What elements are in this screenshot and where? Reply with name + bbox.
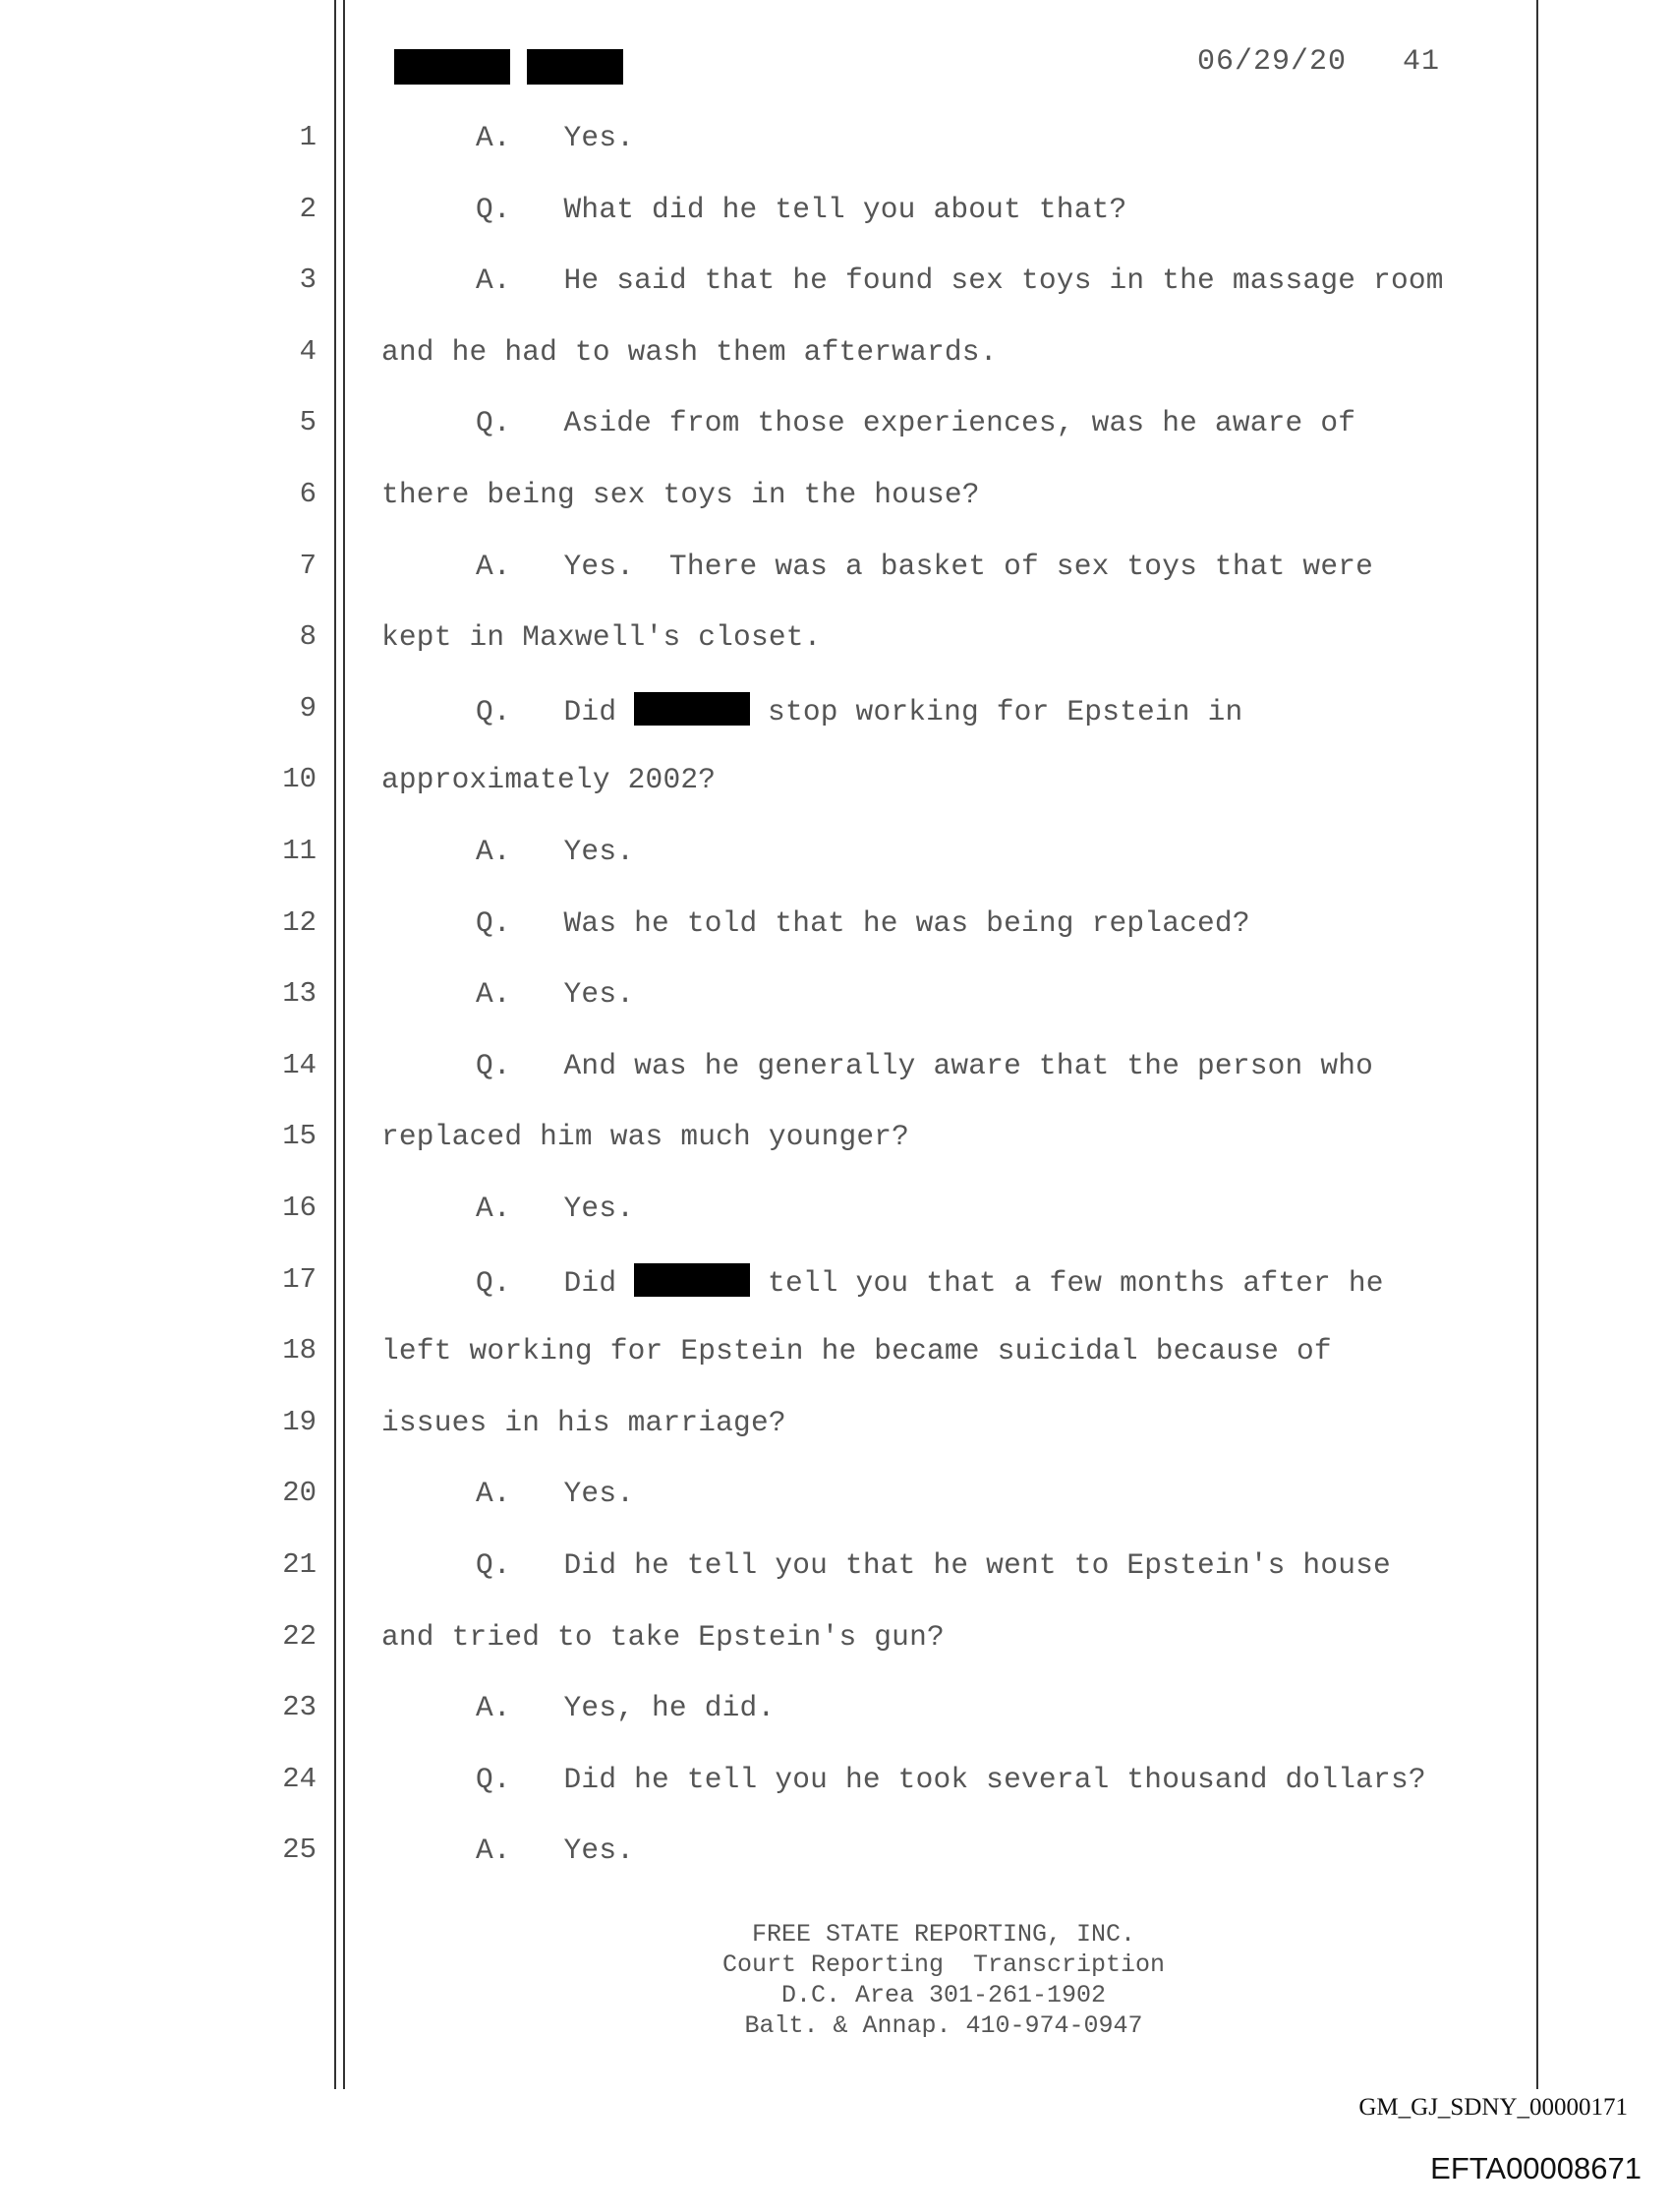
line-text-segment: Q. Did he tell you that he went to Epstein's house [476, 1548, 1391, 1582]
line-number: 16 [282, 1192, 317, 1224]
line-text-segment: A. Yes. There was a basket of sex toys that were [476, 549, 1374, 583]
line-text-segment: A. Yes, he did. [476, 1691, 776, 1725]
line-text-segment: Q. Did he tell you he took several thousand dollars? [476, 1762, 1426, 1796]
line-text-segment: stop working for Epstein in [750, 694, 1243, 728]
transcript-line [0, 121, 1671, 192]
line-number: 9 [299, 691, 317, 725]
line-text-segment: A. Yes. [476, 835, 635, 868]
line-number: 14 [282, 1048, 317, 1081]
line-number: 11 [282, 835, 317, 867]
line-text [476, 1477, 634, 1510]
line-text-segment: A. He said that he found sex toys in the massage room [476, 263, 1444, 298]
line-text-segment: and tried to take Epstein's gun? [381, 1619, 945, 1654]
transcript-line [0, 1834, 1671, 1904]
line-number: 15 [282, 1120, 317, 1153]
transcript-line [0, 1334, 1671, 1405]
transcript-line [0, 478, 1671, 549]
line-text [476, 977, 634, 1011]
line-text [476, 121, 634, 154]
transcript-line [0, 620, 1671, 691]
line-text [381, 1334, 1332, 1368]
redacted-name-block [527, 49, 623, 85]
transcript-line [0, 1406, 1671, 1477]
line-text-segment: A. Yes. [476, 1834, 635, 1868]
line-text-segment: left working for Epstein he became suicidal because of [381, 1334, 1332, 1368]
line-text [476, 692, 1242, 728]
line-number: 21 [282, 1548, 317, 1581]
line-text-segment: issues in his marriage? [381, 1405, 786, 1439]
transcript-line [0, 1763, 1671, 1834]
redacted-name-block [394, 49, 510, 85]
footer-balt-phone: Balt. & Annap. 410-974-0947 [744, 2011, 1143, 2040]
line-number: 12 [282, 905, 317, 939]
line-number: 5 [299, 406, 317, 439]
line-number: 6 [299, 478, 317, 510]
line-text-segment: Q. Aside from those experiences, was he aware of [476, 406, 1356, 440]
transcript-line [0, 1049, 1671, 1120]
efta-number: EFTA00008671 [1430, 2151, 1642, 2185]
line-number: 1 [299, 121, 317, 153]
line-text-segment: Q. And was he generally aware that the person who [476, 1048, 1374, 1082]
transcript-line [0, 906, 1671, 977]
transcript-line [0, 1548, 1671, 1619]
line-text [381, 620, 822, 654]
transcript-line [0, 692, 1671, 763]
line-text-segment: Q. Did [476, 1265, 635, 1300]
footer-company: FREE STATE REPORTING, INC. [751, 1920, 1136, 1949]
transcript-line [0, 1120, 1671, 1191]
header-page-number: 41 [1403, 45, 1441, 79]
line-number: 2 [299, 192, 317, 225]
transcript-line [0, 263, 1671, 334]
transcript-line [0, 1477, 1671, 1547]
line-text-segment: kept in Maxwell's closet. [381, 620, 822, 655]
transcript-line [0, 1620, 1671, 1691]
transcript-line [0, 1192, 1671, 1262]
line-text [476, 550, 1373, 583]
line-text [476, 1548, 1391, 1582]
line-number: 17 [282, 1262, 317, 1296]
transcript-line [0, 1691, 1671, 1762]
line-text-segment: Q. Did [476, 694, 635, 728]
line-text [476, 1834, 634, 1867]
line-text [381, 335, 998, 369]
line-text-segment: there being sex toys in the house? [381, 478, 980, 511]
line-text [381, 1406, 786, 1439]
transcript-line [0, 550, 1671, 620]
line-text-segment: A. Yes. [476, 1192, 635, 1225]
redacted-name-block [634, 692, 750, 726]
line-text [476, 263, 1444, 297]
line-text [381, 763, 716, 796]
footer-services: Court Reporting Transcription [721, 1950, 1166, 1979]
line-text [476, 1263, 1384, 1300]
line-text-segment: Q. Was he told that he was being replaced? [476, 905, 1250, 940]
bates-number: GM_GJ_SDNY_00000171 [1358, 2094, 1628, 2121]
line-text-segment: approximately 2002? [381, 763, 717, 797]
line-number: 24 [282, 1762, 317, 1795]
line-number: 13 [282, 977, 317, 1011]
line-text [476, 1049, 1373, 1082]
line-number: 19 [282, 1405, 317, 1438]
reporter-footer [550, 1919, 1337, 2041]
line-number: 18 [282, 1334, 317, 1368]
line-text-segment: A. Yes. [476, 977, 635, 1012]
footer-dc-phone: D.C. Area 301-261-1902 [780, 1981, 1107, 2009]
line-text [476, 835, 634, 868]
line-number: 10 [282, 763, 317, 796]
transcript-line [0, 1263, 1671, 1334]
line-number: 20 [282, 1477, 317, 1510]
line-text-segment: and he had to wash them afterwards. [381, 334, 998, 369]
transcript-line [0, 977, 1671, 1048]
line-number: 7 [299, 549, 317, 582]
transcript-line [0, 835, 1671, 905]
line-text [476, 193, 1126, 226]
transcript-line [0, 193, 1671, 263]
line-number: 4 [299, 334, 317, 368]
page-header [1197, 45, 1440, 79]
line-text [381, 1120, 909, 1153]
transcript-line [0, 335, 1671, 406]
line-number: 25 [282, 1834, 317, 1867]
line-number: 23 [282, 1691, 317, 1724]
line-number: 22 [282, 1619, 317, 1653]
line-text [476, 906, 1250, 940]
line-text-segment: tell you that a few months after he [750, 1265, 1384, 1300]
line-text [476, 1691, 775, 1724]
line-text-segment: Q. What did he tell you about that? [476, 192, 1127, 226]
line-number: 3 [299, 263, 317, 297]
transcript-line [0, 763, 1671, 834]
line-text-segment: A. Yes. [476, 1477, 635, 1511]
header-date: 06/29/20 [1197, 45, 1348, 79]
transcript-line [0, 406, 1671, 477]
line-number: 8 [299, 620, 317, 654]
line-text [381, 478, 980, 511]
line-text-segment: A. Yes. [476, 121, 635, 154]
line-text [476, 1192, 634, 1225]
line-text [476, 406, 1355, 439]
redacted-name-block [634, 1263, 750, 1297]
line-text [381, 1620, 945, 1654]
line-text-segment: replaced him was much younger? [381, 1120, 910, 1154]
line-text [476, 1763, 1426, 1796]
